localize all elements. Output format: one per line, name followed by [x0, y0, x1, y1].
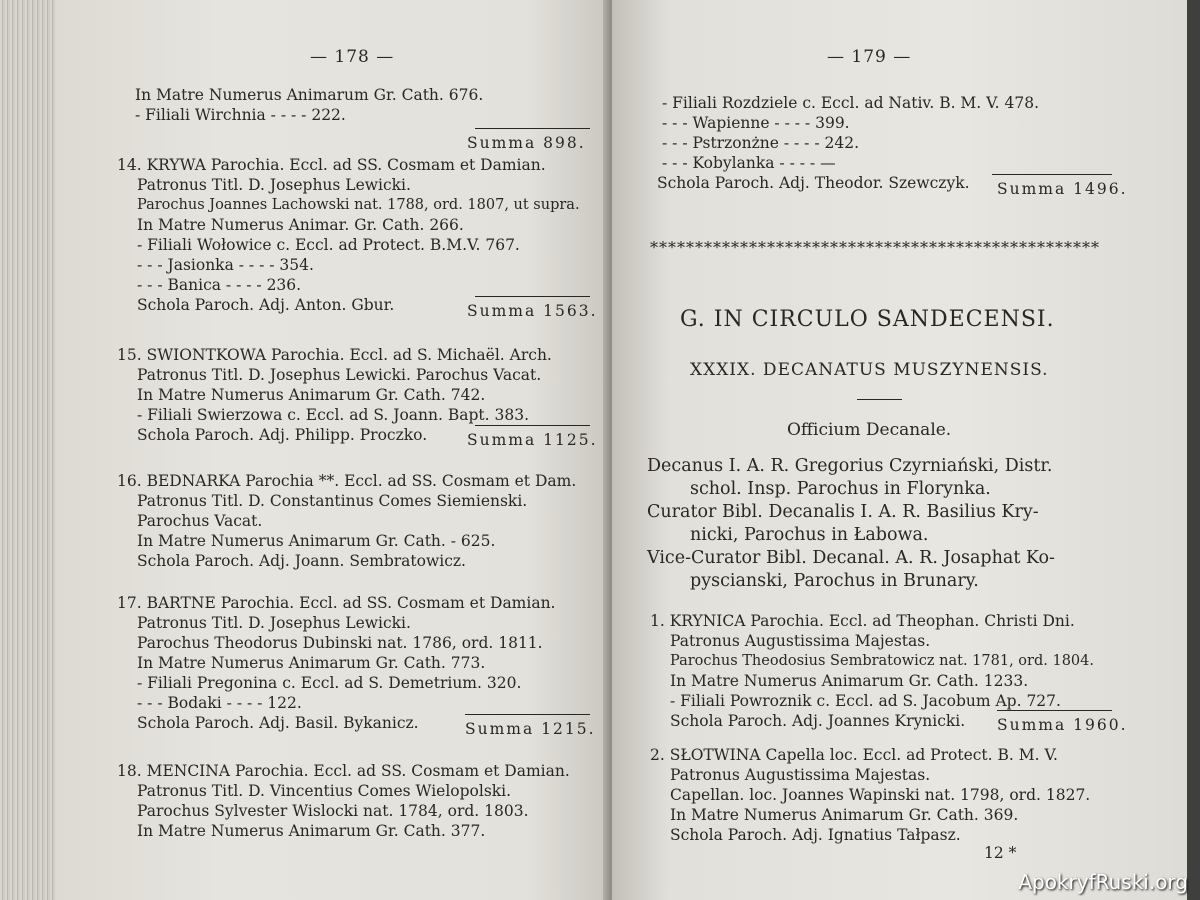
text-line: Parochus Joannes Lachowski nat. 1788, ord. 1807, ut supra.	[137, 197, 580, 213]
sum-rule	[475, 128, 590, 129]
text-line: Schola Paroch. Adj. Anton. Gbur.	[137, 296, 395, 314]
text-line: In Matre Numerus Animarum Gr. Cath. 676.	[135, 86, 484, 104]
book-page-edges	[0, 0, 60, 900]
right-page	[612, 0, 1187, 900]
text-line: - - - Wapienne - - - - 399.	[662, 114, 850, 132]
text-line: Patronus Titl. D. Vincentius Comes Wielopolski.	[137, 782, 512, 800]
text-line: Parochus Theodosius Sembratowicz nat. 1781, ord. 1804.	[670, 653, 1094, 669]
stars-divider: **************************************************	[650, 238, 1100, 257]
text-line: 16. BEDNARKA Parochia **. Eccl. ad SS. Cosmam et Dam.	[117, 472, 577, 490]
text-line: - Filiali Pregonina c. Eccl. ad S. Demetrium. 320.	[137, 674, 522, 692]
decanatus-heading: XXXIX. DECANATUS MUSZYNENSIS.	[690, 360, 1049, 380]
text-line: 2. SŁOTWINA Capella loc. Eccl. ad Protect. B. M. V.	[650, 746, 1058, 764]
text-line: Parochus Theodorus Dubinski nat. 1786, ord. 1811.	[137, 634, 543, 652]
sum-line: Summa 1215.	[465, 720, 596, 738]
page-number-left: — 178 —	[310, 47, 395, 67]
watermark: ApokryfRuski.org	[1018, 870, 1188, 894]
sum-rule	[475, 425, 590, 426]
sum-rule	[475, 296, 590, 297]
text-line: Patronus Augustissima Majestas.	[670, 632, 931, 650]
short-rule	[857, 399, 902, 400]
text-line: Schola Paroch. Adj. Theodor. Szewczyk.	[657, 174, 970, 192]
text-line: Patronus Titl. D. Constantinus Comes Siemienski.	[137, 492, 528, 510]
text-line: Schola Paroch. Adj. Joann. Sembratowicz.	[137, 552, 466, 570]
text-line: Schola Paroch. Adj. Joannes Krynicki.	[670, 712, 966, 730]
text-line: - - - Pstrzonżne - - - - 242.	[662, 134, 859, 152]
circle-heading: G. IN CIRCULO SANDECENSI.	[680, 307, 1055, 332]
sum-line: Summa 898.	[467, 134, 586, 152]
text-line: In Matre Numerus Animarum Gr. Cath. 773.	[137, 654, 486, 672]
text-line: 14. KRYWA Parochia. Eccl. ad SS. Cosmam et Damian.	[117, 156, 546, 174]
text-line: Patronus Titl. D. Josephus Lewicki.	[137, 614, 411, 632]
text-line: 17. BARTNE Parochia. Eccl. ad SS. Cosmam et Damian.	[117, 594, 556, 612]
office-line: Decanus I. A. R. Gregorius Czyrniański, Distr.	[647, 456, 1053, 476]
text-line: Schola Paroch. Adj. Philipp. Proczko.	[137, 426, 428, 444]
text-line: - - - Bodaki - - - - 122.	[137, 694, 302, 712]
text-line: In Matre Numerus Animarum Gr. Cath. 1233.	[670, 672, 1029, 690]
text-line: 18. MENCINA Parochia. Eccl. ad SS. Cosmam et Damian.	[117, 762, 570, 780]
text-line: In Matre Numerus Animarum Gr. Cath. 377.	[137, 822, 486, 840]
text-line: - - - Jasionka - - - - 354.	[137, 256, 314, 274]
office-line: Vice-Curator Bibl. Decanal. A. R. Josaphat Ko-	[647, 548, 1055, 568]
page-number-right: — 179 —	[827, 47, 912, 67]
text-line: In Matre Numerus Animarum Gr. Cath. 742.	[137, 386, 486, 404]
sum-line: Summa 1960.	[997, 716, 1128, 734]
office-line: schol. Insp. Parochus in Florynka.	[690, 479, 991, 499]
text-line: - - - Kobylanka - - - - —	[662, 154, 836, 172]
sum-rule	[465, 714, 590, 715]
text-line: Capellan. loc. Joannes Wapinski nat. 1798, ord. 1827.	[670, 786, 1091, 804]
sum-line: Summa 1496.	[997, 180, 1128, 198]
sum-line: Summa 1563.	[467, 302, 598, 320]
text-line: Parochus Sylvester Wislocki nat. 1784, ord. 1803.	[137, 802, 529, 820]
text-line: In Matre Numerus Animarum Gr. Cath. 369.	[670, 806, 1019, 824]
text-line: - Filiali Wołowice c. Eccl. ad Protect. B.M.V. 767.	[137, 236, 520, 254]
text-line: In Matre Numerus Animarum Gr. Cath. - 625.	[137, 532, 496, 550]
text-line: 1. KRYNICA Parochia. Eccl. ad Theophan. Christi Dni.	[650, 612, 1075, 630]
signature-mark: 12 *	[984, 844, 1017, 862]
office-heading: Officium Decanale.	[787, 420, 952, 440]
office-line: Curator Bibl. Decanalis I. A. R. Basilius Kry-	[647, 502, 1039, 522]
text-line: Patronus Titl. D. Josephus Lewicki. Parochus Vacat.	[137, 366, 542, 384]
text-line: - Filiali Swierzowa c. Eccl. ad S. Joann. Bapt. 383.	[137, 406, 530, 424]
text-line: - Filiali Powroznik c. Eccl. ad S. Jacobum Ap. 727.	[670, 692, 1061, 710]
text-line: Patronus Augustissima Majestas.	[670, 766, 931, 784]
text-line: 15. SWIONTKOWA Parochia. Eccl. ad S. Michaël. Arch.	[117, 346, 552, 364]
text-line: Patronus Titl. D. Josephus Lewicki.	[137, 176, 411, 194]
text-line: - Filiali Rozdziele c. Eccl. ad Nativ. B. M. V. 478.	[662, 94, 1040, 112]
sum-line: Summa 1125.	[467, 431, 598, 449]
background-edge	[1187, 0, 1200, 900]
office-line: nicki, Parochus in Łabowa.	[690, 525, 929, 545]
text-line: In Matre Numerus Animar. Gr. Cath. 266.	[137, 216, 464, 234]
text-line: - Filiali Wirchnia - - - - 222.	[135, 106, 346, 124]
text-line: Schola Paroch. Adj. Ignatius Tałpasz.	[670, 826, 961, 844]
sum-rule	[992, 174, 1112, 175]
sum-rule	[997, 710, 1112, 711]
left-page	[55, 0, 610, 900]
text-line: Schola Paroch. Adj. Basil. Bykanicz.	[137, 714, 419, 732]
text-line: Parochus Vacat.	[137, 512, 263, 530]
office-line: pyscianski, Parochus in Brunary.	[690, 571, 979, 591]
text-line: - - - Banica - - - - 236.	[137, 276, 302, 294]
